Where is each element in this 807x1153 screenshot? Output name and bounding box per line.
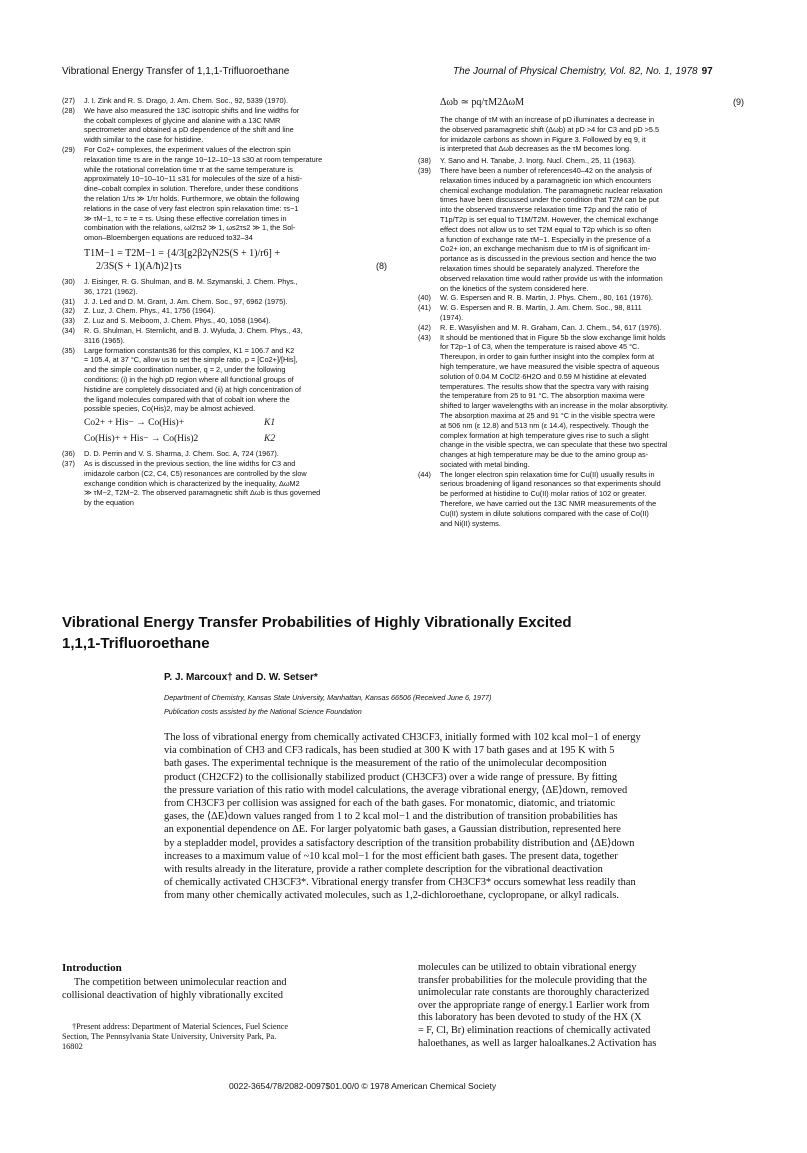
- reference-number: (42): [418, 322, 431, 332]
- equation-8: [84, 247, 387, 273]
- reaction-list: [62, 417, 387, 446]
- reference-item: [62, 106, 387, 145]
- reference-line: and the simple coordination number, q = 2, under the following: [84, 365, 286, 375]
- reference-number: (30): [62, 276, 75, 286]
- reference-line: D. D. Perrin and V. S. Sharma, J. Chem. Soc. A, 724 (1967).: [84, 449, 279, 459]
- reference-line: = 105.4, at 37 °C, allow us to set the simple ratio, p = [Co2+]/[His],: [84, 355, 298, 365]
- reference-item: [62, 297, 387, 307]
- reference-line: We have also measured the 13C isotropic shifts and line widths for: [84, 105, 300, 115]
- reference-line: exchange condition which is characterized by the inequality, ΔωM2: [84, 478, 300, 488]
- reference-line: chemical exchange modulation. The paramagnetic nuclear relaxation: [440, 185, 663, 195]
- reference-line: dine–cobalt complex in solution. Therefore, under these conditions: [84, 184, 299, 194]
- introduction-heading: Introduction: [62, 962, 122, 974]
- reference-line: a function of exchange rate τM−1. Especially in the presence of a: [440, 234, 651, 244]
- article-title-line-1: Vibrational Energy Transfer Probabilities of Highly Vibrationally Excited: [62, 614, 572, 631]
- reference-item: [418, 323, 744, 333]
- page-number: 97: [701, 66, 713, 77]
- footnote-line: 16802: [62, 1042, 83, 1052]
- abstract-line: from CH3CF3 per collision was assigned for each of the bath gases. For monatomic, diatomic, and triatomic: [164, 798, 616, 810]
- reference-text: [84, 96, 387, 106]
- reference-line: histidine are completely dissociated and (ii) at high concentration of: [84, 384, 302, 394]
- abstract-line: by a stepladder model, provides a satisfactory description of the transition probability distribution and ⟨ΔE⟩down: [164, 837, 635, 849]
- equation-9-text: Δωb ≃ pq/τM2ΔωM: [440, 97, 524, 108]
- reference-line: sociated with metal binding.: [440, 459, 530, 469]
- reference-item: [62, 316, 387, 326]
- reference-item: [62, 326, 387, 346]
- reference-list-right: [418, 156, 744, 528]
- reference-line: be performed at histidine to Cu(II) molar ratios of 102 or greater.: [440, 489, 647, 499]
- reference-line: spectrometer and obtained a pD dependence of the shift and line: [84, 125, 294, 135]
- reference-text: [440, 323, 744, 333]
- reference-line: approximately 10−10–10−11 s31 for molecules of the size of a histi-: [84, 174, 303, 184]
- reference-line: It should be mentioned that in Figure 5b the slow exchange limit holds: [440, 332, 666, 342]
- left-reference-column: [62, 96, 387, 508]
- reference-line: the relation 1/τs ≫ 1/τr holds. Furthermore, we obtain the following: [84, 193, 300, 203]
- reference-text: [84, 449, 387, 459]
- reference-line: relaxation time τs are in the range 10−12–10−13 s30 at room temperature: [84, 154, 323, 164]
- right-reference-column: [418, 96, 744, 528]
- reference-line: temperatures. The results show that the spectra vary with raising: [440, 381, 649, 391]
- reference-line: the cobalt complexes of glycine and alanine with a 13C NMR: [84, 115, 281, 125]
- reference-text: [84, 297, 387, 307]
- reference-line: serious broadening of ligand resonances so that experiments should: [440, 479, 661, 489]
- reference-number: (38): [418, 156, 431, 166]
- reference-line: There have been a number of references40–42 on the analysis of: [440, 165, 652, 175]
- reference-line: complex formation at high temperature gives rise to such a slight: [440, 430, 649, 440]
- reference-item: [62, 145, 387, 243]
- reference-line: times have been discussed under the condition that T2M can be put: [440, 195, 659, 205]
- abstract-line: product (CH2CF2) to the collisionally stabilized product (CH3CF3) over a wide range of pressure. By fitting: [164, 771, 618, 783]
- equation-9-number: (9): [733, 97, 744, 107]
- reference-line: relaxation times should be separately analyzed. Therefore the: [440, 263, 640, 273]
- publication-note: Publication costs assisted by the National Science Foundation: [164, 707, 362, 716]
- reference-number: (39): [418, 165, 431, 175]
- reference-list-c: [62, 449, 387, 508]
- abstract-line: bath gases. The experimental technique is the measurement of the ratio of the unimolecular decomposition: [164, 758, 607, 770]
- paragraph-line: is interpreted that Δωb decreases as the τM becomes long.: [440, 144, 632, 154]
- reference-line: on the kinetics of the system considered here.: [440, 283, 589, 293]
- reference-line: (1974).: [440, 312, 464, 322]
- equation-8-line-2: 2/3S(S + 1)(A/ħ)2}τs: [96, 260, 182, 272]
- abstract-line: with results already in the literature, provide a rather complete description for the vibrational deactivation: [164, 864, 603, 876]
- reference-line: portance as is discussed in the previous section and hence the two: [440, 254, 657, 264]
- reference-line: changes at high temperature may be due to the amino group as-: [440, 450, 649, 460]
- reference-line: Z. Luz, J. Chem. Phys., 41, 1756 (1964).: [84, 306, 216, 316]
- reference-line: Co2+ ion, an exchange mechanism due to τM is of significant im-: [440, 244, 650, 254]
- journal-citation: The Journal of Physical Chemistry, Vol. 82, No. 1, 1978: [453, 66, 698, 77]
- equation-9-discussion: [418, 115, 744, 154]
- running-head-journal: [453, 66, 713, 77]
- abstract: [164, 731, 744, 903]
- reference-line: Therefore, we have carried out the 13C NMR measurements of the: [440, 499, 657, 509]
- reference-item: [418, 303, 744, 323]
- reference-number: (43): [418, 332, 431, 342]
- reference-text: [440, 293, 744, 303]
- article-title-line-2: 1,1,1-Trifluoroethane: [62, 635, 210, 652]
- reference-line: ≫ τM−1, τc = τe = τs. Using these effective correlation times in: [84, 213, 287, 223]
- reference-line: the temperature from 25 to 91 °C. The absorption maxima were: [440, 391, 645, 401]
- reference-line: width similar to the case for histidine.: [84, 135, 204, 145]
- reference-number: (44): [418, 469, 431, 479]
- equilibrium-constant: K2: [264, 434, 276, 445]
- introduction-line: over the appropriate range of energy.1 Earlier work from: [418, 999, 650, 1011]
- reaction-text: Co2+ + His− → Co(His)+: [84, 418, 185, 429]
- reference-number: (36): [62, 449, 75, 459]
- footnote-line: †Present address: Department of Material Sciences, Fuel Science: [72, 1022, 289, 1031]
- reference-line: J. J. Led and D. M. Grant, J. Am. Chem. Soc., 97, 6962 (1975).: [84, 296, 288, 306]
- reference-text: [84, 326, 387, 346]
- reference-item: [62, 459, 387, 508]
- introduction-line: haloethanes, as well as larger haloalkanes.2 Activation has: [418, 1037, 657, 1049]
- equilibrium-constant: K1: [264, 418, 276, 429]
- reference-line: J. I. Zink and R. S. Drago, J. Am. Chem. Soc., 92, 5339 (1970).: [84, 96, 288, 105]
- reference-line: change in the visible spectra, we can speculate that these two spectral: [440, 440, 668, 450]
- running-head-title: Vibrational Energy Transfer of 1,1,1-Trifluoroethane: [62, 66, 290, 77]
- reference-line: The longer electron spin relaxation time for Cu(II) usually results in: [440, 469, 655, 479]
- reference-line: The absorption maxima at 25 and 91 °C in the visible spectra were: [440, 410, 656, 420]
- reference-number: (32): [62, 306, 75, 316]
- reaction-text: Co(His)+ + His− → Co(His)2: [84, 434, 199, 445]
- reference-line: 36, 1721 (1962).: [84, 286, 138, 296]
- reference-item: [418, 333, 744, 470]
- reference-line: W. G. Espersen and R. B. Martin, J. Phys. Chem., 80, 161 (1976).: [440, 293, 653, 303]
- reference-item: [62, 449, 387, 459]
- reference-line: solution of 0.04 M CoCl2·6H2O and 0.59 M histidine at elevated: [440, 371, 647, 381]
- reference-item: [418, 166, 744, 293]
- abstract-line: gases, the ⟨ΔE⟩down values ranged from 1 to 2 kcal mol−1 and the distribution of transition probabilities has: [164, 811, 618, 823]
- reference-line: Thereupon, in order to gain further insight into the complex form at: [440, 352, 655, 362]
- reference-line: Z. Luz and S. Meiboom, J. Chem. Phys., 40, 1058 (1964).: [84, 316, 271, 326]
- affiliation: Department of Chemistry, Kansas State University, Manhattan, Kansas 66506 (Received June 6, 1977): [164, 693, 492, 702]
- equation-9: [440, 96, 744, 109]
- reference-line: relations in the case of very fast electron spin relaxation time: τs−1: [84, 203, 299, 213]
- reference-item: [62, 306, 387, 316]
- reference-line: effect does not allow us to set T2M equal to T2p which is so often: [440, 224, 651, 234]
- reference-item: [62, 96, 387, 106]
- article-title: [62, 612, 742, 654]
- reference-item: [62, 346, 387, 415]
- reference-line: conditions: (i) in the high pD region where all functional groups of: [84, 374, 294, 384]
- reference-text: [440, 166, 744, 293]
- reference-line: and Ni(II) systems.: [440, 518, 501, 528]
- reference-text: [84, 346, 387, 415]
- reference-number: (31): [62, 296, 75, 306]
- abstract-line: of chemically activated CH3CF3*. Vibrational energy transfer from CH3CF3* occurs somewhat less readily than: [164, 877, 636, 889]
- reference-line: Large formation constants36 for this complex, K1 = 106.7 and K2: [84, 345, 295, 355]
- reference-line: observed relaxation time would rather provide us with the information: [440, 273, 663, 283]
- reference-line: relaxation times induced by a paramagnetic ion which encounters: [440, 175, 652, 185]
- reference-line: R. E. Wasylishen and M. R. Graham, Can. J. Chem., 54, 617 (1976).: [440, 322, 662, 332]
- reference-number: (40): [418, 293, 431, 303]
- reference-number: (29): [62, 144, 75, 154]
- introduction-left-text: [62, 977, 387, 1002]
- introduction-line: The competition between unimolecular reaction and: [74, 977, 287, 988]
- abstract-line: increases to a maximum value of ~10 kcal mol−1 for the most efficient bath gases. The present data, together: [164, 850, 618, 862]
- abstract-line: an exponential dependence on ΔE. For larger polyatomic bath gases, a Gaussian distribution, represented here: [164, 824, 621, 836]
- reference-line: 3116 (1965).: [84, 335, 125, 345]
- introduction-right-text: [418, 962, 744, 1050]
- reference-text: [440, 470, 744, 529]
- reference-text: [84, 106, 387, 145]
- introduction-line: molecules can be utilized to obtain vibrational energy: [418, 962, 637, 973]
- reference-text: [84, 316, 387, 326]
- introduction-line: unimolecular rate constants are thoroughly characterized: [418, 987, 650, 999]
- reference-text: [440, 333, 744, 470]
- reference-line: W. G. Espersen and R. B. Martin, J. Am. Chem. Soc., 98, 8111: [440, 303, 642, 313]
- reference-line: into the observed transverse relaxation time T2p and the ratio of: [440, 205, 647, 215]
- reference-text: [84, 277, 387, 297]
- reaction-equation: [84, 417, 387, 430]
- reference-item: [418, 470, 744, 529]
- paragraph-line: for imidazole carbons as shown in Figure 3. Followed by eq 9, it: [440, 134, 646, 144]
- paragraph-line: the observed paramagnetic shift (Δωb) at pD >4 for C3 and pD >5.5: [440, 124, 660, 134]
- reference-line: omon–Bloembergen equations are reduced to32–34: [84, 233, 253, 243]
- reference-line: possible species, Co(His)2, may be almost achieved.: [84, 404, 256, 414]
- reference-line: for T2p−1 of C3, when the temperature is raised above 45 °C.: [440, 342, 640, 352]
- abstract-line: from many other chemically activated molecules, such as 1,2-dichloroethane, cyclopropane, or alkyl radicals.: [164, 890, 619, 902]
- reference-line: R. G. Shulman, H. Sternlicht, and B. J. Wyluda, J. Chem. Phys., 43,: [84, 325, 303, 335]
- equation-8-number: (8): [376, 260, 387, 271]
- authors: P. J. Marcoux† and D. W. Setser*: [164, 672, 318, 683]
- reference-number: (27): [62, 96, 75, 105]
- reference-line: the ligand molecules compared with that of cobalt ion where the: [84, 394, 290, 404]
- reference-line: shifted to larger wavelengths with an increase in the molar absorptivity.: [440, 401, 669, 411]
- reference-list-b: [62, 277, 387, 414]
- author-footnote: [62, 1022, 387, 1053]
- introduction-line: this laboratory has been devoted to study of the HX (X: [418, 1012, 642, 1024]
- reference-line: by the equation: [84, 498, 134, 508]
- reference-list-a: [62, 96, 387, 243]
- reference-text: [84, 459, 387, 508]
- reference-line: combination with the relations, ωI2τs2 ≫ 1, ωs2τs2 ≫ 1, the Sol-: [84, 223, 296, 233]
- abstract-line: via combination of CH3 and CF3 radicals, has been studied at 300 K with 17 bath gases and at 195 K with 5: [164, 745, 615, 757]
- equation-8-line-1: T1M−1 = T2M−1 = {4/3[g2β2γN2S(S + 1)/r6] +: [84, 247, 281, 259]
- reference-text: [84, 306, 387, 316]
- reference-item: [418, 156, 744, 166]
- reference-line: ≫ τM−2, T2M−2. The observed paramagnetic shift Δωb is thus governed: [84, 488, 321, 498]
- reference-number: (28): [62, 105, 75, 115]
- reference-number: (37): [62, 458, 75, 468]
- reference-line: For Co2+ complexes, the experiment values of the electron spin: [84, 144, 291, 154]
- paragraph-line: The change of τM with an increase of pD illuminates a decrease in: [440, 115, 655, 124]
- abstract-line: The loss of vibrational energy from chemically activated CH3CF3, initially formed with 102 kcal mol−1 of energy: [164, 732, 641, 743]
- footnote-line: Section, The Pennsylvania State University, University Park, Pa.: [62, 1032, 277, 1042]
- reference-line: at 506 nm (ε 12.8) and 513 nm (ε 14.4), respectively. Though the: [440, 420, 649, 430]
- introduction-line: collisional deactivation of highly vibrationally excited: [62, 989, 283, 1001]
- reference-item: [418, 293, 744, 303]
- reaction-equation: [84, 433, 387, 446]
- reference-line: T1p/T2p is set equal to T1M/T2M. However, the chemical exchange: [440, 214, 659, 224]
- reference-item: [62, 277, 387, 297]
- reference-line: imidazole carbon (C2, C4, C5) resonances are controlled by the slow: [84, 468, 307, 478]
- reference-number: (35): [62, 345, 75, 355]
- introduction-line: = F, Cl, Br) elimination reactions of chemically activated: [418, 1024, 651, 1036]
- reference-text: [440, 156, 744, 166]
- reference-line: while the rotational correlation time τr at the same temperature is: [84, 164, 293, 174]
- reference-text: [84, 145, 387, 243]
- reference-line: J. Eisinger, R. G. Shulman, and B. M. Szymanski, J. Chem. Phys.,: [84, 276, 298, 286]
- reference-line: high temperature, we have measured the visible spectra of aqueous: [440, 361, 660, 371]
- reference-number: (33): [62, 316, 75, 326]
- copyright-footer: 0022-3654/78/2082-0097$01.00/0 © 1978 American Chemical Society: [229, 1081, 497, 1091]
- introduction-line: transfer probabilities for the molecule providing that the: [418, 974, 647, 986]
- reference-line: As is discussed in the previous section, the line widths for C3 and: [84, 458, 296, 468]
- reference-text: [440, 303, 744, 323]
- abstract-line: the pressure variation of this ratio with model calculations, the average vibrational energy, ⟨ΔE⟩down, removed: [164, 784, 628, 796]
- reference-number: (41): [418, 303, 431, 313]
- reference-number: (34): [62, 325, 75, 335]
- reference-line: Cu(II) system in dilute solutions compared with the case of Co(II): [440, 508, 649, 518]
- reference-line: Y. Sano and H. Tanabe, J. Inorg. Nucl. Chem., 25, 11 (1963).: [440, 156, 636, 166]
